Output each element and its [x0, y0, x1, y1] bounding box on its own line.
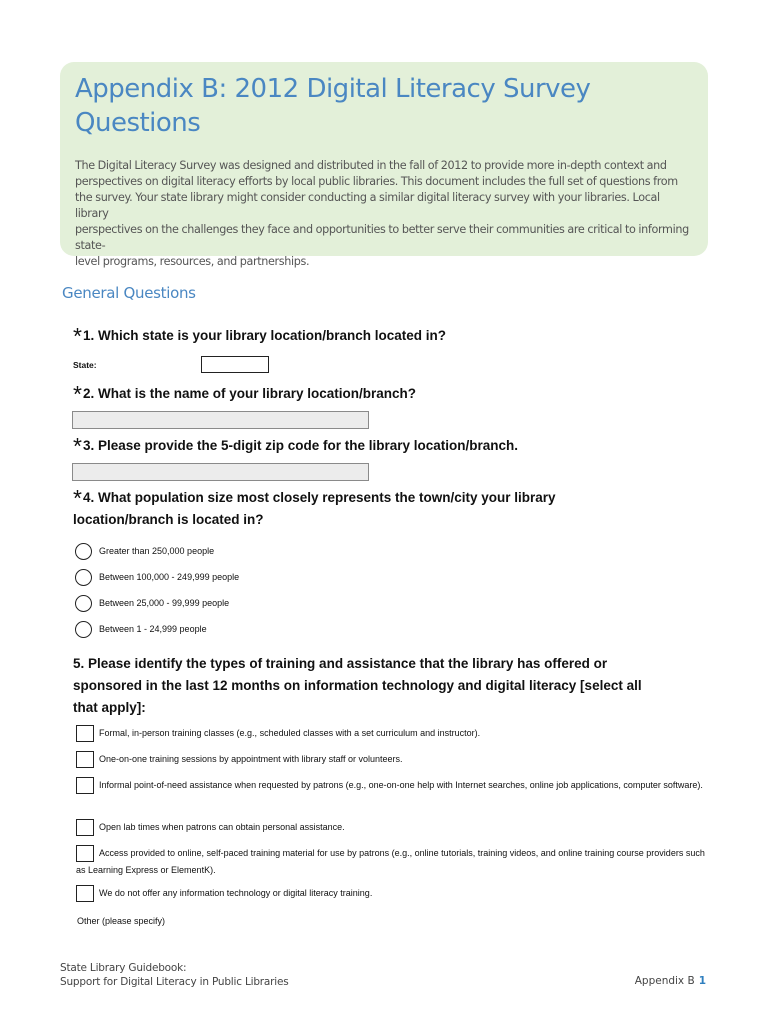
- question-text: 5. Please identify the types of training and assistance that the library has offered or: [73, 656, 608, 671]
- intro-line: perspectives on digital literacy efforts by local public libraries. This document includes the full set of questions from: [75, 175, 678, 188]
- question-text: location/branch is located in?: [73, 512, 264, 527]
- section-heading: General Questions: [62, 284, 196, 302]
- state-label: State:: [73, 360, 97, 370]
- required-asterisk: *: [73, 323, 82, 349]
- question-1: [73, 325, 446, 347]
- question-text: sponsored in the last 12 months on information technology and digital literacy [select all: [73, 678, 642, 693]
- zip-code-input[interactable]: [72, 463, 369, 481]
- checkbox[interactable]: [76, 885, 94, 902]
- intro-line: perspectives on the challenges they face and opportunities to better serve their communities are critical to informing state-: [75, 223, 689, 252]
- footer-line: State Library Guidebook:: [60, 962, 187, 974]
- page-number: 1: [698, 975, 706, 987]
- appendix-label: Appendix B: [634, 975, 695, 987]
- intro-text: [75, 158, 692, 270]
- required-asterisk: *: [73, 381, 82, 407]
- checkbox[interactable]: [76, 725, 94, 742]
- radio-label: Greater than 250,000 people: [99, 546, 215, 556]
- footer-line: Support for Digital Literacy in Public Libraries: [60, 976, 289, 988]
- footer-page-info: [635, 975, 706, 987]
- radio-label: Between 1 - 24,999 people: [99, 624, 207, 634]
- footer-guidebook-title: [60, 961, 289, 989]
- checkbox-label: Informal point-of-need assistance when requested by patrons (e.g., one-on-one help with Internet searches, online job applications, computer software).: [99, 780, 703, 790]
- checkbox[interactable]: [76, 845, 94, 862]
- checkbox-label: Formal, in-person training classes (e.g., scheduled classes with a set curriculum and instructor).: [99, 728, 481, 738]
- other-specify-label: Other (please specify): [77, 916, 166, 926]
- population-option[interactable]: [75, 619, 207, 639]
- checkbox-label: Access provided to online, self-paced training material for use by patrons (e.g., online tutorials, training videos, and online training course providers such as Learning Express or ElementK).: [76, 848, 705, 876]
- radio-button[interactable]: [75, 595, 92, 612]
- required-asterisk: *: [73, 433, 82, 459]
- radio-button[interactable]: [75, 543, 92, 560]
- training-option[interactable]: [76, 819, 716, 836]
- intro-line: The Digital Literacy Survey was designed and distributed in the fall of 2012 to provide more in-depth context and: [75, 159, 667, 172]
- radio-label: Between 100,000 - 249,999 people: [99, 572, 240, 582]
- intro-line: level programs, resources, and partnerships.: [75, 255, 310, 268]
- question-5: [73, 653, 642, 719]
- library-name-input[interactable]: [72, 411, 369, 429]
- training-option[interactable]: [76, 777, 716, 794]
- intro-line: the survey. Your state library might consider conducting a similar digital literacy survey with your libraries. Local library: [75, 191, 660, 220]
- radio-label: Between 25,000 - 99,999 people: [99, 598, 230, 608]
- question-text: that apply]:: [73, 700, 146, 715]
- required-asterisk: *: [73, 485, 82, 511]
- question-text: 3. Please provide the 5-digit zip code for the library location/branch.: [82, 438, 519, 453]
- question-text: 4. What population size most closely represents the town/city your library: [82, 490, 556, 505]
- checkbox[interactable]: [76, 751, 94, 768]
- training-option[interactable]: [76, 885, 716, 902]
- training-option[interactable]: [76, 751, 716, 768]
- checkbox-label: One-on-one training sessions by appointment with library staff or volunteers.: [99, 754, 403, 764]
- question-2: [73, 383, 416, 405]
- radio-button[interactable]: [75, 569, 92, 586]
- checkbox[interactable]: [76, 819, 94, 836]
- question-text: 1. Which state is your library location/branch located in?: [82, 328, 447, 343]
- intro-box: [60, 62, 708, 268]
- radio-button[interactable]: [75, 621, 92, 638]
- training-option[interactable]: [76, 725, 716, 742]
- page-title: Appendix B: 2012 Digital Literacy Survey Questions: [75, 74, 591, 138]
- training-option[interactable]: [76, 845, 716, 879]
- question-3: [73, 435, 518, 457]
- population-option[interactable]: [75, 593, 229, 613]
- state-input[interactable]: [201, 356, 269, 373]
- checkbox[interactable]: [76, 777, 94, 794]
- checkbox-label: We do not offer any information technology or digital literacy training.: [99, 888, 373, 898]
- checkbox-label: Open lab times when patrons can obtain personal assistance.: [99, 822, 345, 832]
- question-4: [73, 487, 556, 531]
- question-text: 2. What is the name of your library location/branch?: [82, 386, 417, 401]
- population-option[interactable]: [75, 567, 239, 587]
- population-option[interactable]: [75, 541, 214, 561]
